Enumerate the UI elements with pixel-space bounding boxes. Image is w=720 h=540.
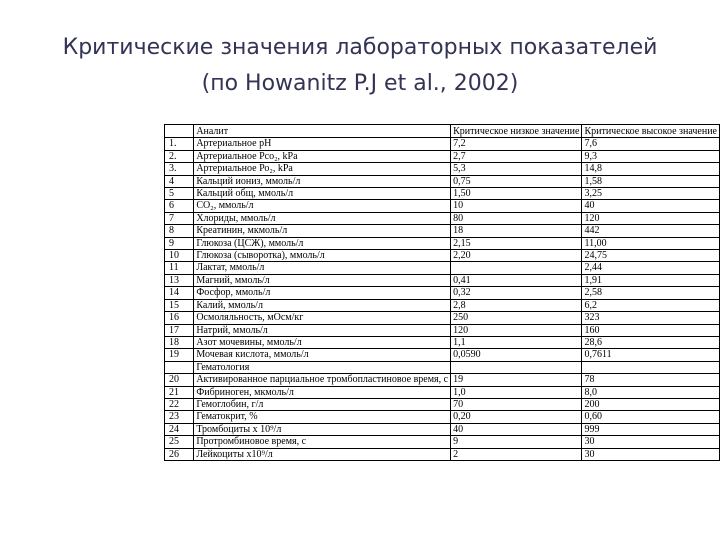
table-row [165, 175, 720, 187]
table-row [165, 188, 720, 200]
critical-low-cell: 18 [451, 225, 582, 237]
critical-high-cell: 999 [582, 423, 720, 435]
critical-low-cell: 0,75 [451, 175, 582, 187]
row-number: 18 [165, 336, 194, 348]
analyte-cell: Артериальное рН [194, 138, 451, 150]
critical-high-cell: 78 [582, 374, 720, 386]
table-body [165, 125, 720, 461]
row-number: 16 [165, 312, 194, 324]
row-number: 2. [165, 150, 194, 162]
table-row [165, 398, 720, 410]
row-number: 22 [165, 398, 194, 410]
critical-high-cell: 160 [582, 324, 720, 336]
critical-low-cell: 2 [451, 448, 582, 460]
critical-high-cell: 3,25 [582, 188, 720, 200]
critical-low-cell: 250 [451, 312, 582, 324]
analyte-cell: Мочевая кислота, ммоль/л [194, 349, 451, 361]
analyte-cell: Артериальное Рсо₂, kPa [194, 150, 451, 162]
critical-low-cell: 40 [451, 423, 582, 435]
table-row [165, 411, 720, 423]
critical-low-cell: 70 [451, 398, 582, 410]
table-row [165, 138, 720, 150]
analyte-cell: Кальций общ, ммоль/л [194, 188, 451, 200]
analyte-cell: Лактат, ммоль/л [194, 262, 451, 274]
critical-high-cell: 200 [582, 398, 720, 410]
table-row [165, 423, 720, 435]
critical-high-cell: 24,75 [582, 250, 720, 262]
analyte-cell: Глюкоза (ЦСЖ), ммоль/л [194, 237, 451, 249]
critical-low-cell: 5,3 [451, 163, 582, 175]
table-row [165, 200, 720, 212]
table-row [165, 374, 720, 386]
critical-high-cell: 8,0 [582, 386, 720, 398]
title-line-1: Критические значения лабораторных показателей [62, 35, 658, 60]
analyte-cell: Глюкоза (сыворотка), ммоль/л [194, 250, 451, 262]
critical-high-cell: 30 [582, 436, 720, 448]
row-number: 15 [165, 299, 194, 311]
row-number: 1. [165, 138, 194, 150]
table-row [165, 212, 720, 224]
analyte-cell: Лейкоциты х10⁹/л [194, 448, 451, 460]
row-number: 21 [165, 386, 194, 398]
critical-low-cell: 2,7 [451, 150, 582, 162]
header-num [165, 125, 194, 138]
analyte-cell: Кальций иониз, ммоль/л [194, 175, 451, 187]
analyte-cell: Калий, ммоль/л [194, 299, 451, 311]
title-line-2: (по Howanitz P.J et al., 2002) [201, 71, 519, 96]
critical-high-cell: 2,58 [582, 287, 720, 299]
analyte-cell: Магний, ммоль/л [194, 274, 451, 286]
slide-title [0, 30, 720, 102]
critical-low-cell: 0,41 [451, 274, 582, 286]
table-row [165, 299, 720, 311]
analyte-cell: Хлориды, ммоль/л [194, 212, 451, 224]
row-number: 10 [165, 250, 194, 262]
row-number: 17 [165, 324, 194, 336]
critical-high-cell: 0,60 [582, 411, 720, 423]
header-analyte: Аналит [194, 125, 451, 138]
row-number: 25 [165, 436, 194, 448]
critical-low-cell: 120 [451, 324, 582, 336]
analyte-cell: Натрий, ммоль/л [194, 324, 451, 336]
critical-high-cell [582, 361, 720, 373]
row-number: 14 [165, 287, 194, 299]
row-number: 19 [165, 349, 194, 361]
critical-high-cell: 11,00 [582, 237, 720, 249]
table-row [165, 349, 720, 361]
row-number: 20 [165, 374, 194, 386]
critical-low-cell: 80 [451, 212, 582, 224]
critical-high-cell: 9,3 [582, 150, 720, 162]
critical-high-cell: 0,7611 [582, 349, 720, 361]
critical-low-cell: 0,0590 [451, 349, 582, 361]
table-row [165, 274, 720, 286]
analyte-cell: Фибриноген, мкмоль/л [194, 386, 451, 398]
table-row [165, 287, 720, 299]
table-row [165, 324, 720, 336]
table-row [165, 436, 720, 448]
table-row [165, 150, 720, 162]
analyte-cell: Гемоглобин, г/л [194, 398, 451, 410]
table-header-row [165, 125, 720, 138]
row-number: 5 [165, 188, 194, 200]
critical-high-cell: 14,8 [582, 163, 720, 175]
critical-low-cell: 2,20 [451, 250, 582, 262]
analyte-cell: Фосфор, ммоль/л [194, 287, 451, 299]
table-row [165, 336, 720, 348]
row-number: 7 [165, 212, 194, 224]
critical-high-cell: 40 [582, 200, 720, 212]
critical-low-cell: 1,50 [451, 188, 582, 200]
table-row [165, 386, 720, 398]
critical-low-cell: 9 [451, 436, 582, 448]
analyte-cell: Осмоляльность, мОсм/кг [194, 312, 451, 324]
critical-low-cell: 19 [451, 374, 582, 386]
critical-high-cell: 2,44 [582, 262, 720, 274]
critical-low-cell: 10 [451, 200, 582, 212]
row-number: 4 [165, 175, 194, 187]
critical-low-cell: 2,15 [451, 237, 582, 249]
analyte-cell: Протромбиновое время, с [194, 436, 451, 448]
row-number: 9 [165, 237, 194, 249]
critical-high-cell: 7,6 [582, 138, 720, 150]
row-number: 13 [165, 274, 194, 286]
table-row [165, 448, 720, 460]
critical-low-cell: 2,8 [451, 299, 582, 311]
analyte-cell: Активированное парциальное тромбопластиновое время, с [194, 374, 451, 386]
row-number: 24 [165, 423, 194, 435]
header-critical-high: Критическое высокое значение [582, 125, 720, 138]
header-critical-low: Критическое низкое значение [451, 125, 582, 138]
table-row [165, 163, 720, 175]
row-number: 3. [165, 163, 194, 175]
table-row [165, 312, 720, 324]
row-number: 8 [165, 225, 194, 237]
table-row [165, 250, 720, 262]
critical-high-cell: 30 [582, 448, 720, 460]
analyte-cell: Азот мочевины, ммоль/л [194, 336, 451, 348]
critical-low-cell: 0,32 [451, 287, 582, 299]
critical-high-cell: 120 [582, 212, 720, 224]
row-number [165, 361, 194, 373]
table-row [165, 225, 720, 237]
critical-low-cell: 1,0 [451, 386, 582, 398]
analyte-cell: Тромбоциты х 10⁹/л [194, 423, 451, 435]
critical-low-cell: 1,1 [451, 336, 582, 348]
table-row [165, 237, 720, 249]
analyte-cell: Гематология [194, 361, 451, 373]
analyte-cell: Гематокрит, % [194, 411, 451, 423]
critical-high-cell: 28,6 [582, 336, 720, 348]
critical-low-cell: 7,2 [451, 138, 582, 150]
critical-low-cell [451, 361, 582, 373]
row-number: 26 [165, 448, 194, 460]
analyte-cell: Артериальное Ро₂, kPa [194, 163, 451, 175]
table-row [165, 262, 720, 274]
critical-high-cell: 6,2 [582, 299, 720, 311]
table-row [165, 361, 720, 373]
critical-high-cell: 1,58 [582, 175, 720, 187]
critical-low-cell [451, 262, 582, 274]
critical-values-table [164, 124, 720, 461]
critical-high-cell: 1,91 [582, 274, 720, 286]
row-number: 23 [165, 411, 194, 423]
critical-high-cell: 323 [582, 312, 720, 324]
analyte-cell: Креатинин, мкмоль/л [194, 225, 451, 237]
row-number: 11 [165, 262, 194, 274]
analyte-cell: CO₂, ммоль/л [194, 200, 451, 212]
critical-high-cell: 442 [582, 225, 720, 237]
critical-low-cell: 0,20 [451, 411, 582, 423]
row-number: 6 [165, 200, 194, 212]
